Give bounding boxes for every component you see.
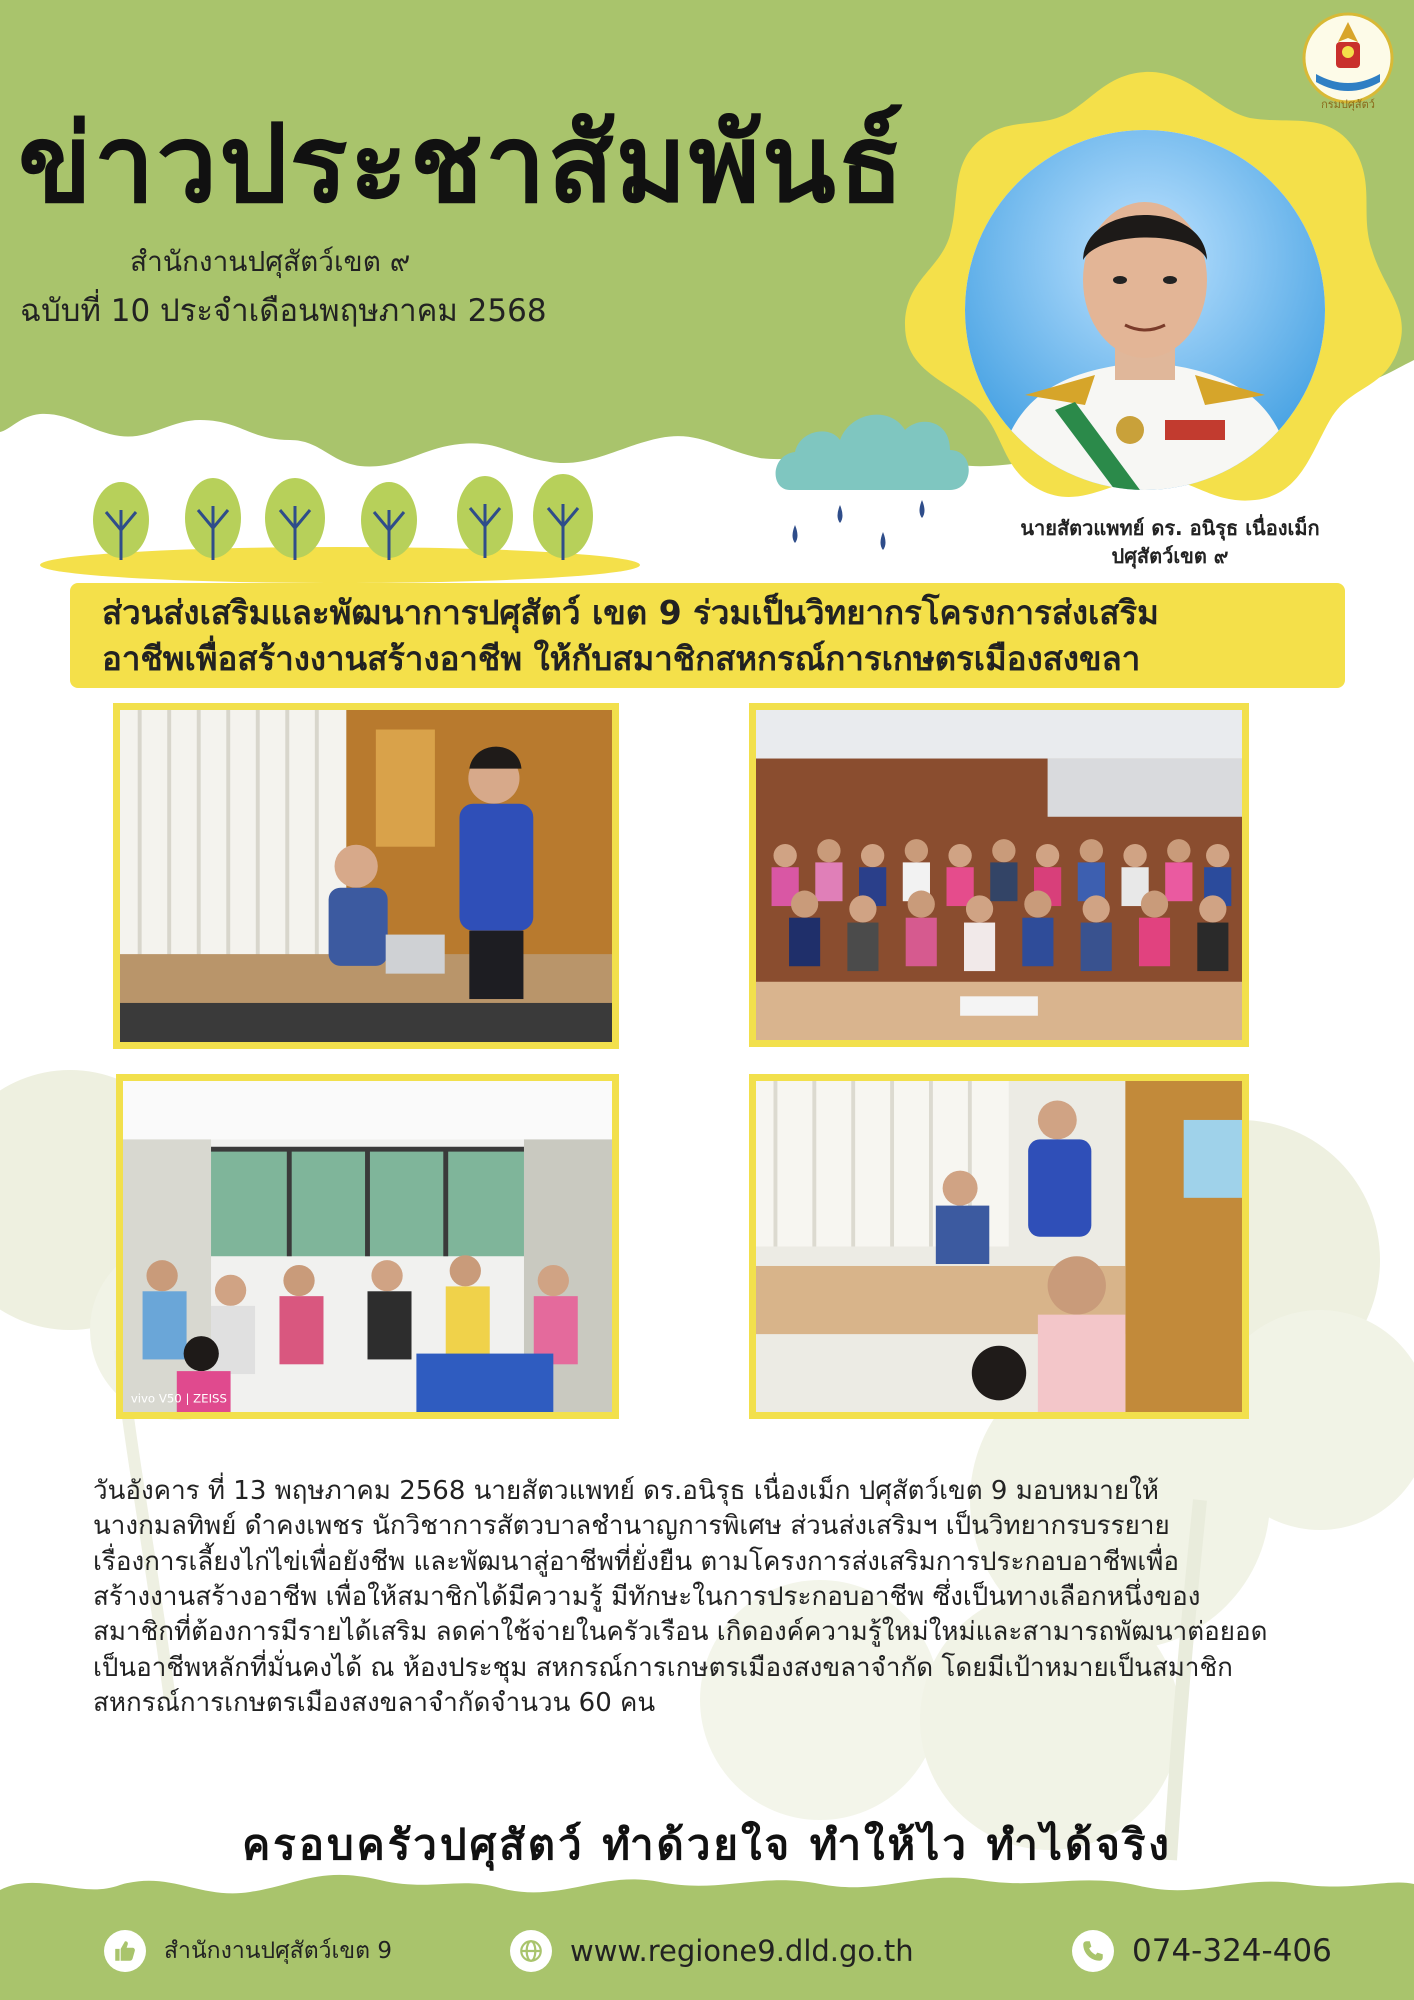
headline-line-2: อาชีพเพื่อสร้างงานสร้างอาชีพ ให้กับสมาชิกสหกรณ์การเกษตรเมืองสงขลา xyxy=(102,639,1141,678)
photo-speaker-presenting xyxy=(113,703,619,1049)
portrait-photo xyxy=(965,130,1325,490)
plant-row-decoration xyxy=(40,474,640,583)
dld-logo xyxy=(1300,12,1396,112)
article-line: สมาชิกที่ต้องการมีรายได้เสริม ลดค่าใช้จ่ายในครัวเรือน เกิดองค์ความรู้ใหม่ใหม่และสามารถพัฒนาต่อยอด xyxy=(93,1617,1268,1648)
footer-website[interactable] xyxy=(510,1930,914,1972)
headline-line-1: ส่วนส่งเสริมและพัฒนาการปศุสัตว์ เขต 9 ร่วมเป็นวิทยากรโครงการส่งเสริม xyxy=(102,593,1159,632)
footer-facebook[interactable] xyxy=(104,1930,392,1972)
portrait-caption-title: ปศุสัตว์เขต ๙ xyxy=(1111,544,1229,568)
photo-presenter-table xyxy=(749,1074,1249,1419)
dld-emblem-icon xyxy=(1300,12,1396,112)
footer-phone-label: 074-324-406 xyxy=(1132,1933,1332,1969)
page-title: ข่าวประชาสัมพันธ์ xyxy=(18,102,906,227)
photo-watermark: vivo V50 | ZEISS xyxy=(130,1391,227,1406)
article-line: วันอังคาร ที่ 13 พฤษภาคม 2568 นายสัตวแพทย์ ดร.อนิรุธ เนื่องเม็ก ปศุสัตว์เขต 9 มอบหมายให้ xyxy=(93,1476,1159,1506)
portrait-caption-name: นายสัตวแพทย์ ดร. อนิรุธ เนื่องเม็ก xyxy=(1020,516,1320,540)
phone-icon xyxy=(1072,1930,1114,1972)
article-line: เรื่องการเลี้ยงไก่ไข่เพื่อยังชีพ และพัฒนาสู่อาชีพที่ยั่งยืน ตามโครงการส่งเสริมการประกอบอาชีพเพื่อ xyxy=(93,1546,1179,1577)
article-body xyxy=(93,1474,1383,1722)
article-line: สร้างงานสร้างอาชีพ เพื่อให้สมาชิกได้มีความรู้ มีทักษะในการประกอบอาชีพ ซึ่งเป็นทางเลือกหนึ่งของ xyxy=(93,1582,1201,1613)
article-line: เป็นอาชีพหลักที่มั่นคงได้ ณ ห้องประชุม สหกรณ์การเกษตรเมืองสงขลาจำกัด โดยมีเป้าหมายเป็นสมาชิก xyxy=(93,1652,1233,1683)
slogan: ครอบครัวปศุสัตว์ ทำด้วยใจ ทำให้ไว ทำได้จริง xyxy=(242,1820,1172,1869)
photo-seated-participants xyxy=(116,1074,619,1419)
article-line: สหกรณ์การเกษตรเมืองสงขลาจำกัดจำนวน 60 คน xyxy=(93,1688,656,1719)
globe-icon xyxy=(510,1930,552,1972)
thumbs-up-icon xyxy=(104,1930,146,1972)
photo-group-audience xyxy=(749,703,1249,1047)
footer-website-label: www.regione9.dld.go.th xyxy=(570,1934,914,1968)
portrait-caption xyxy=(980,514,1360,570)
article-line: นางกมลทิพย์ ดำคงเพชร นักวิชาการสัตวบาลชำนาญการพิเศษ ส่วนส่งเสริมฯ เป็นวิทยากรบรรยาย xyxy=(93,1511,1170,1542)
issue-info: ฉบับที่ 10 ประจำเดือนพฤษภาคม 2568 xyxy=(20,293,547,329)
office-name: สำนักงานปศุสัตว์เขต ๙ xyxy=(130,245,411,278)
footer-phone[interactable] xyxy=(1072,1930,1332,1972)
footer-facebook-label: สำนักงานปศุสัตว์เขต 9 xyxy=(164,1938,393,1964)
headline-banner xyxy=(70,583,1345,688)
logo-text: กรมปศุสัตว์ xyxy=(1321,98,1375,111)
